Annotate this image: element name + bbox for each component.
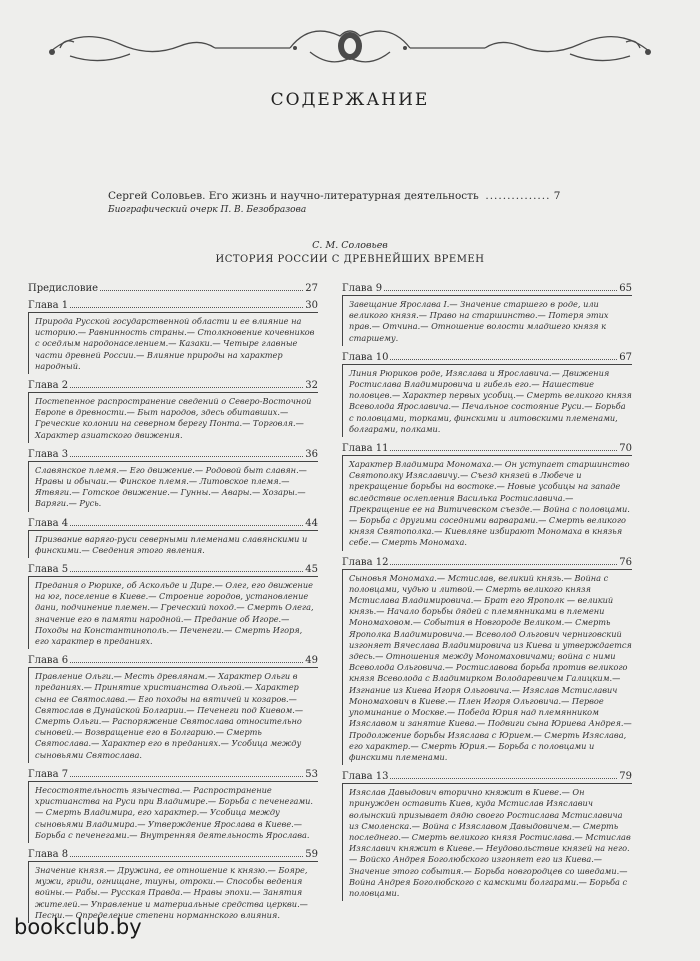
chapter-summary: Природа Русской государственной области и ее влияние на историю.— Равнинность страны.— Столкновение кочевников с оседлым народонаселением.— Казаки.— Четыре главные части древней России.— Влияние природы на характер народный. [35, 316, 315, 371]
chapter-summary-box [28, 461, 318, 512]
chapter-summary-box [342, 569, 632, 765]
chapter-summary-box [28, 781, 318, 843]
chapter-heading [342, 557, 632, 568]
dot-leader [70, 456, 303, 457]
chapter-summary: Характер Владимира Мономаха.— Он уступает старшинство Святополку Изяславичу.— Съезд князей в Любече и прекращение борьбы на востоке.— Новые усобицы на западе вследствие ослепления Василька Ростиславича.— Прекращение ее на Витичевском съезде.— Война с половцами.— Борьба с другими соседними варварами.— Смерть великого князя Святополка.— Киевляне избирают Мономаха в князья себе.— Смерть Мономаха. [349, 459, 630, 548]
chapter-page: 53 [305, 768, 318, 780]
preface-entry [28, 283, 318, 294]
chapter-page: 49 [305, 655, 318, 667]
chapter-page: 67 [619, 351, 632, 363]
chapter-summary: Несостоятельность язычества.— Распространение христианства на Руси при Владимире.— Борьба с печенегами.— Смерть Владимира, его характер.— Усобица между сыновьями Владимира.— Утверждение Ярослава в Киеве.— Борьба с печенегами.— Внутренняя деятельность Ярослава. [35, 784, 314, 840]
chapter-heading [28, 518, 318, 529]
dot-leader [70, 856, 303, 857]
chapter-page: 70 [619, 443, 632, 455]
chapter-heading [342, 771, 632, 782]
chapter-page: 30 [305, 300, 318, 311]
toc-entry [28, 849, 318, 923]
chapter-summary-box [28, 576, 318, 649]
toc-entry [28, 564, 318, 649]
chapter-summary-box [28, 861, 318, 923]
toc-entry [342, 283, 632, 346]
dot-leader [390, 778, 617, 779]
dot-leader [70, 776, 303, 777]
author-name: С. М. Соловьев [312, 240, 388, 251]
chapter-label: Глава 8 [28, 848, 69, 860]
chapter-page: 32 [305, 380, 318, 392]
chapter-label: Глава 12 [342, 556, 389, 568]
dot-leader [390, 450, 617, 451]
chapter-label: Глава 1 [28, 300, 69, 311]
chapter-summary-box [28, 312, 318, 374]
toc-entry [28, 769, 318, 843]
toc-right-column [342, 283, 632, 907]
toc-entry [28, 449, 318, 512]
chapter-label: Глава 9 [342, 283, 383, 294]
chapter-page: 59 [305, 848, 318, 860]
toc-entry [342, 443, 632, 551]
header-ornament [40, 18, 660, 74]
chapter-summary: Завещание Ярослава I.— Значение старшего в роде, или великого князя.— Право на старшинство.— Потеря этих прав.— Отчина.— Отношение волости младшего князя к старшему. [349, 299, 609, 343]
chapter-heading [28, 655, 318, 666]
chapter-summary-box [28, 530, 318, 558]
toc-entry [28, 300, 318, 374]
chapter-heading [28, 769, 318, 780]
chapter-label: Глава 2 [28, 380, 69, 392]
chapter-heading [28, 564, 318, 575]
chapter-summary: Изяслав Давыдович вторично княжит в Киеве.— Он принужден оставить Киев, куда Мстислав Изяславич волынский призывает дядю своего Ростислава Мстиславича из Смоленска.— Война с Изяславом Давыдовичем.— Смерть последнего.— Смерть великого князя Ростислава.— Мстислав Изяславич княжит в Киеве.— Неудовольствие князей на него.— Войско Андрея Боголюбского изгоняет его из Киева.— Значение этого события.— Борьба новгородцев со шведами.— Война Андрея Боголюбского с камскими болгарами.— Борьба с половцами. [349, 787, 631, 898]
toc-entry [342, 771, 632, 901]
chapter-page: 45 [305, 564, 318, 576]
dot-leader [390, 564, 617, 565]
chapter-label: Глава 4 [28, 517, 69, 529]
chapter-summary: Постепенное распространение сведений о Северо-Восточной Европе в древности.— Быт народов, здесь обитавших.— Греческие колонии на северном берегу Понта.— Торговля.— Характер азиатского движения. [35, 396, 312, 440]
dot-leader [384, 290, 617, 291]
chapter-summary-box [28, 392, 318, 443]
dot-leader [70, 525, 303, 526]
chapter-label: Глава 7 [28, 768, 69, 780]
chapter-summary: Предания о Рюрике, об Аскольде и Дире.— Олег, его движение на юг, поселение в Киеве.— Строение городов, установление дани, подчинение племен.— Греческий поход.— Смерть Олега, значение его в памяти народной.— Предание об Игоре.— Походы на Константинополь.— Печенеги.— Смерть Игоря, его характер в преданиях. [35, 580, 314, 647]
toc-entry [28, 380, 318, 443]
chapter-summary-box [342, 455, 632, 551]
chapter-page: 79 [619, 771, 632, 783]
chapter-label: Глава 3 [28, 448, 69, 460]
chapter-summary: Сыновья Мономаха.— Мстислав, великий князь.— Война с половцами, чудью и литвой.— Смерть великого князя Мстислава Владимировича.— Брат его Ярополк — великий князь.— Начало борьбы дядей с племянниками в племени Мономаховом.— События в Новгороде Великом.— Смерть Ярополка Владимировича.— Всеволод Ольгович черниговский изгоняет Вячеслава Владимировича из Киева и утверждается здесь.— Отношения между Мономаховичами; война с ними Всеволода Ольговича.— Ростиславова борьба против великого князя Всеволода с Владимирком Володаревичем Галицким.— Изгнание из Киева Игоря Ольговича.— Изяслав Мстиславич Мономахович в Киеве.— Плен Игоря Ольговича.— Первое упоминание о Москве.— Победа Юрия над племянником Изяславом и занятие Киева.— Подвиги сына Юриева Андрея.— Продолжение борьбы Изяслава с Юрием.— Смерть Изяслава, его характер.— Смерть Юрия.— Борьба с половцами и финскими племенами. [349, 572, 632, 762]
dot-leader [70, 662, 303, 663]
book-title: ИСТОРИЯ РОССИИ С ДРЕВНЕЙШИХ ВРЕМЕН [215, 254, 485, 265]
chapter-summary: Призвание варяго-руси северными племенами славянскими и финскими.— Сведения этого явления. [35, 533, 308, 555]
chapter-page: 36 [305, 448, 318, 460]
dot-leader [70, 387, 303, 388]
chapter-page: 76 [619, 556, 632, 568]
preface-label: Предисловие [28, 283, 99, 294]
dot-leader [70, 307, 303, 308]
chapter-heading [342, 352, 632, 363]
watermark: bookclub.by [14, 915, 142, 939]
dot-leader [100, 290, 303, 291]
chapter-label: Глава 5 [28, 564, 69, 576]
chapter-label: Глава 10 [342, 351, 389, 363]
intro-entry [108, 190, 588, 215]
chapter-heading [342, 283, 632, 294]
chapter-heading [28, 849, 318, 860]
intro-subtitle: Биографический очерк П. В. Безобразова [108, 205, 307, 215]
toc-entry [342, 352, 632, 437]
chapter-heading [28, 449, 318, 460]
chapter-label: Глава 11 [342, 443, 389, 455]
chapter-heading [342, 443, 632, 454]
intro-text: Сергей Соловьев. Его жизнь и научно-литературная деятельность [108, 190, 479, 202]
toc-entry [28, 655, 318, 763]
dot-leader [70, 571, 303, 572]
preface-page: 27 [305, 283, 318, 294]
chapter-page: 65 [619, 283, 632, 294]
intro-page: 7 [553, 190, 561, 202]
toc-entry [28, 518, 318, 558]
chapter-summary: Славянское племя.— Его движение.— Родовой быт славян.— Нравы и обычаи.— Финское племя.— Литовское племя.— Ятвяги.— Готское движение.— Гунны.— Авары.— Хозары.— Варяги.— Русь. [35, 464, 307, 509]
toc-entry [342, 557, 632, 765]
chapter-heading [28, 300, 318, 311]
intro-dots: ............... [485, 190, 551, 202]
chapter-summary: Правление Ольги.— Месть древлянам.— Характер Ольги в преданиях.— Принятие христианства Ольгой.— Характер сына ее Святослава.— Его походы на вятичей и козаров.— Святослав в Дунайской Болгарии.— Печенеги под Киевом.— Смерть Ольги.— Распоряжение Святослава относительно сыновей.— Возвращение его в Болгарию.— Смерть Святослава.— Характер его в преданиях.— Усобица между сыновьями Святослава. [35, 671, 304, 760]
chapter-page: 44 [305, 517, 318, 529]
chapter-summary: Значение князя.— Дружина, ее отношение к князю.— Бояре, мужи, гриди, огнищане, тиуны, отроки.— Способы ведения войны.— Рабы.— Русская Правда.— Нравы эпохи.— Занятия жителей.— Управление и материальные средства церкви.— Песни.— Определение степени норманнского влияния. [35, 864, 308, 920]
chapter-summary-box [342, 783, 632, 901]
chapter-label: Глава 6 [28, 655, 69, 667]
chapter-heading [28, 380, 318, 391]
chapter-summary-box [342, 295, 632, 346]
page-title: СОДЕРЖАНИЕ [270, 90, 430, 110]
dot-leader [390, 359, 617, 360]
chapter-label: Глава 13 [342, 771, 389, 783]
toc-left-column [28, 283, 318, 929]
chapter-summary-box [28, 667, 318, 763]
chapter-summary: Линия Рюриков роде, Изяслава и Ярославича.— Движения Ростислава Владимировича и гибель его.— Нашествие половцев.— Характер первых усобиц.— Смерть великого князя Всеволода Ярославича.— Печальное состояние Руси.— Борьба с половцами, торками, финскими и литовскими племенами, болгарами, полками. [349, 367, 632, 434]
chapter-summary-box [342, 364, 632, 437]
intro-line [108, 190, 588, 202]
